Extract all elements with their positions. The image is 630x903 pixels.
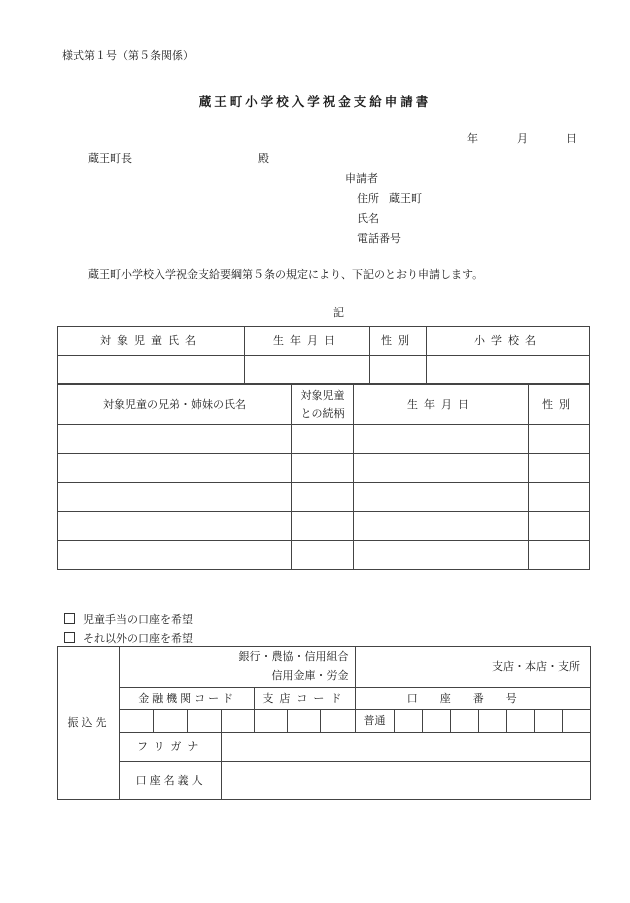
bank-types-line2: 信用金庫・労金 — [271, 669, 349, 682]
checkbox-icon[interactable] — [64, 613, 75, 624]
account-digit[interactable] — [562, 710, 590, 733]
sibling-gender-field[interactable] — [529, 541, 590, 570]
sibling-table — [57, 384, 590, 570]
sibling-gender-field[interactable] — [529, 425, 590, 454]
addressee: 蔵王町長 — [88, 152, 132, 165]
bank-code-header: 金融機関コード — [120, 688, 255, 710]
sibling-relationship-field[interactable] — [292, 483, 354, 512]
sibling-gender-field[interactable] — [529, 483, 590, 512]
account-holder-field[interactable] — [222, 762, 591, 800]
furigana-field[interactable] — [222, 733, 591, 762]
date-month-label: 月 — [517, 132, 528, 145]
branch-type-cell[interactable]: 支店・本店・支所 — [355, 647, 591, 688]
bank-code-digit[interactable] — [154, 710, 188, 733]
account-type-futsu: 普通 — [355, 710, 394, 733]
account-digit[interactable] — [478, 710, 506, 733]
sibling-birthdate-field[interactable] — [354, 483, 529, 512]
sibling-relationship-field[interactable] — [292, 454, 354, 483]
sibling-birthdate-field[interactable] — [354, 454, 529, 483]
branch-code-digit[interactable] — [288, 710, 321, 733]
body-text: 蔵王町小学校入学祝金支給要綱第５条の規定により、下記のとおり申請します。 — [88, 268, 484, 281]
table-row — [58, 541, 590, 570]
page-title: 蔵王町小学校入学祝金支給申請書 — [198, 94, 432, 109]
header-relationship — [292, 385, 354, 425]
child-gender-field[interactable] — [370, 356, 427, 384]
bank-code-digit[interactable] — [120, 710, 154, 733]
branch-code-digit[interactable] — [255, 710, 288, 733]
sibling-relationship-field[interactable] — [292, 512, 354, 541]
checkbox-label: 児童手当の口座を希望 — [83, 613, 193, 626]
header-relationship-line2: との続柄 — [300, 406, 345, 420]
account-digit[interactable] — [450, 710, 478, 733]
account-number-header: 口座番号 — [355, 688, 591, 710]
address-town: 蔵王町 — [389, 192, 422, 205]
header-school-name: 小学校名 — [427, 327, 590, 356]
child-birthdate-field[interactable] — [245, 356, 370, 384]
honorific: 殿 — [258, 152, 269, 165]
phone-label: 電話番号 — [357, 232, 401, 245]
table-row — [58, 454, 590, 483]
account-digit[interactable] — [534, 710, 562, 733]
table-row — [58, 512, 590, 541]
sibling-relationship-field[interactable] — [292, 541, 354, 570]
header-sibling-name: 対象児童の兄弟・姉妹の氏名 — [58, 385, 292, 425]
date-day-label: 日 — [566, 132, 577, 145]
furikomi-label: 振込先 — [58, 647, 120, 800]
table-row — [58, 425, 590, 454]
sibling-name-field[interactable] — [58, 454, 292, 483]
bank-types-line1: 銀行・農協・信用組合 — [238, 650, 349, 664]
checkbox-other-account[interactable] — [64, 630, 193, 646]
form-number: 様式第１号（第５条関係） — [62, 49, 194, 62]
sibling-birthdate-field[interactable] — [354, 541, 529, 570]
header-sibling-birthdate: 生年月日 — [354, 385, 529, 425]
applicant-label: 申請者 — [345, 172, 378, 185]
header-birthdate: 生年月日 — [245, 327, 370, 356]
child-table — [57, 326, 590, 384]
sibling-relationship-field[interactable] — [292, 425, 354, 454]
sibling-name-field[interactable] — [58, 512, 292, 541]
bank-type-cell[interactable] — [120, 647, 355, 688]
header-sibling-gender: 性別 — [529, 385, 590, 425]
branch-code-digit[interactable] — [321, 710, 355, 733]
child-school-field[interactable] — [427, 356, 590, 384]
bank-table — [57, 646, 591, 800]
address-label: 住所 — [357, 192, 379, 205]
sibling-gender-field[interactable] — [529, 512, 590, 541]
checkbox-child-allowance-account[interactable] — [64, 611, 193, 627]
table-row — [58, 483, 590, 512]
header-gender: 性別 — [370, 327, 427, 356]
sibling-name-field[interactable] — [58, 425, 292, 454]
account-digit[interactable] — [506, 710, 534, 733]
address-row — [357, 190, 422, 206]
account-holder-label: 口座名義人 — [120, 762, 222, 800]
checkbox-icon[interactable] — [64, 632, 75, 643]
ki-label: 記 — [333, 306, 344, 319]
child-name-field[interactable] — [58, 356, 245, 384]
header-child-name: 対象児童氏名 — [58, 327, 245, 356]
header-relationship-line1: 対象児童 — [300, 389, 345, 403]
sibling-name-field[interactable] — [58, 483, 292, 512]
sibling-birthdate-field[interactable] — [354, 425, 529, 454]
bank-code-digit[interactable] — [188, 710, 222, 733]
checkbox-label: それ以外の口座を希望 — [83, 632, 193, 645]
branch-code-header: 支店コード — [255, 688, 355, 710]
account-digit[interactable] — [422, 710, 450, 733]
sibling-name-field[interactable] — [58, 541, 292, 570]
sibling-gender-field[interactable] — [529, 454, 590, 483]
bank-code-digit[interactable] — [222, 710, 255, 733]
furigana-label: フリガナ — [120, 733, 222, 762]
sibling-birthdate-field[interactable] — [354, 512, 529, 541]
date-year-label: 年 — [467, 132, 478, 145]
account-digit[interactable] — [394, 710, 422, 733]
name-label: 氏名 — [357, 212, 379, 225]
